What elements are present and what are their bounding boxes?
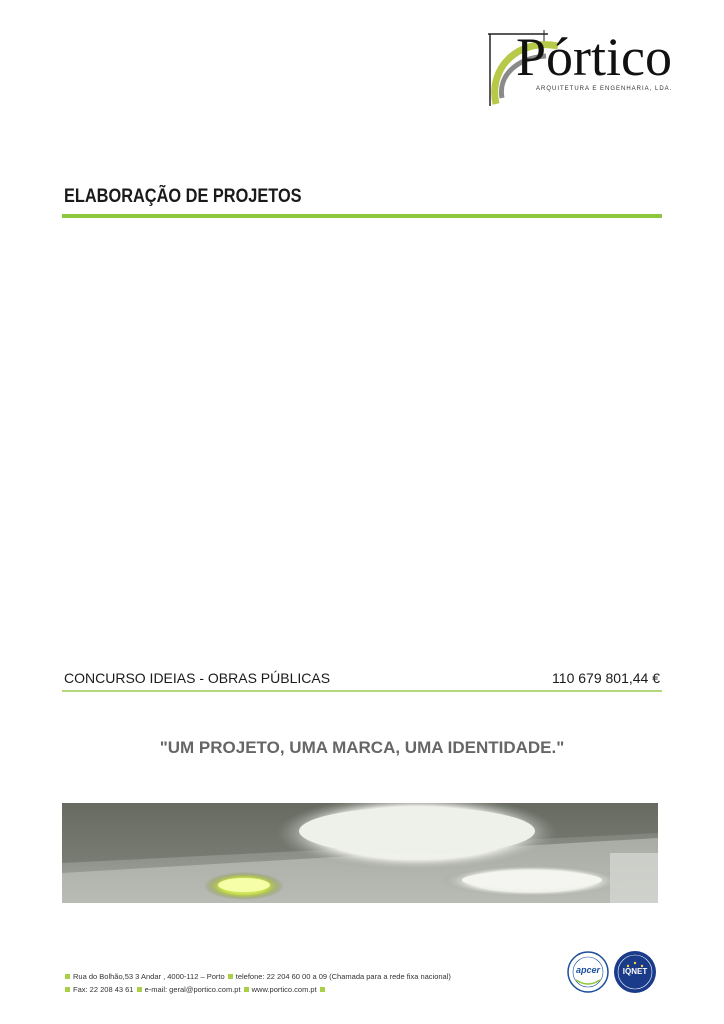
ceiling-lights-photo	[62, 803, 658, 903]
entry-label: CONCURSO IDEIAS - OBRAS PÚBLICAS	[64, 670, 331, 686]
footer-fax: Fax: 22 208 43 61	[73, 985, 134, 994]
bullet-square-icon	[320, 987, 325, 992]
bullet-square-icon	[65, 974, 70, 979]
apcer-seal	[566, 950, 610, 994]
entry-divider	[62, 690, 662, 692]
company-logo	[488, 28, 688, 108]
footer-phone: telefone: 22 204 60 00 a 09 (Chamada para a rede fixa nacional)	[235, 972, 451, 981]
iqnet-seal	[613, 950, 657, 994]
title-divider	[62, 214, 662, 218]
logo-wordmark: Pórtico	[516, 27, 672, 87]
footer-website[interactable]: www.portico.com.pt	[251, 985, 317, 994]
bullet-square-icon	[137, 987, 142, 992]
bullet-square-icon	[228, 974, 233, 979]
logo-subtitle: ARQUITETURA E ENGENHARIA, LDA.	[536, 86, 673, 92]
page-title: ELABORAÇÃO DE PROJETOS	[64, 186, 302, 207]
entry-value: 110 679 801,44 €	[552, 670, 660, 686]
footer-line-2	[64, 983, 451, 996]
iqnet-seal-label: IQNET	[622, 967, 648, 976]
apcer-seal-label: apcer	[575, 965, 601, 975]
footer-address: Rua do Bolhão,53 3 Andar , 4000-112 – Porto	[73, 972, 225, 981]
footer-email[interactable]: e-mail: geral@portico.com.pt	[144, 985, 241, 994]
bullet-square-icon	[244, 987, 249, 992]
bullet-square-icon	[65, 987, 70, 992]
footer-contact	[64, 970, 451, 996]
project-entry-row	[64, 668, 660, 688]
footer-line-1	[64, 970, 451, 983]
slogan-quote: "UM PROJETO, UMA MARCA, UMA IDENTIDADE."	[159, 738, 565, 757]
